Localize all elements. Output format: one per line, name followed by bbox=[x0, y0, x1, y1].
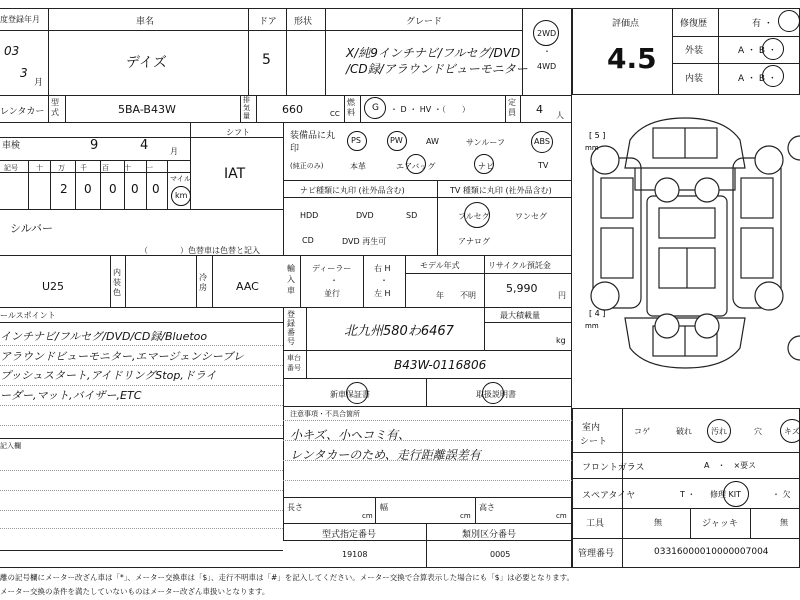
jack-label: ジャッキ bbox=[702, 519, 738, 529]
kg-unit: kg bbox=[556, 336, 566, 345]
footer-line1: 離の記号欄にメーター改ざん車は「*」、メーター交換車は「$」、走行不明車は「#」を記入してください。メーター交換で合算表示した場合にも「$」は必要となります。 bbox=[0, 573, 574, 582]
type-no-label: 型式指定番号 bbox=[322, 530, 377, 540]
spare-none: ・ 欠 bbox=[772, 490, 791, 499]
tools-value: 無 bbox=[654, 518, 662, 527]
car-diagram bbox=[575, 98, 800, 408]
interior-b-circle bbox=[762, 65, 784, 87]
tv-fullseg: フルセグ bbox=[458, 212, 490, 221]
manual: 取扱説明書 bbox=[476, 390, 516, 399]
import-parallel: 並行 bbox=[324, 289, 340, 298]
inspection-year: 9 bbox=[90, 138, 99, 153]
car-name: デイズ bbox=[126, 55, 167, 71]
tv-analog: アナログ bbox=[458, 237, 490, 246]
manage-label: 管理番号 bbox=[578, 549, 615, 559]
trim-label: 内装色 bbox=[113, 268, 121, 297]
doors: 5 bbox=[262, 52, 271, 68]
tv-oneseg: ワンセグ bbox=[515, 212, 547, 221]
car-name-label: 車名 bbox=[136, 17, 155, 27]
mileage-digit: 2 bbox=[60, 182, 68, 196]
capacity-unit: 人 bbox=[556, 111, 564, 120]
max-load-label: 最大積載量 bbox=[500, 311, 540, 320]
recycle-label: リサイクル預託金 bbox=[488, 261, 551, 270]
seat-label1: 室内 bbox=[582, 423, 601, 433]
navi-types-label: ナビ種類に丸印 (社外品含む) bbox=[300, 186, 405, 195]
seat-yogore: 汚れ bbox=[711, 427, 727, 436]
rating-score: 4.5 bbox=[607, 42, 657, 75]
abs: ABS bbox=[534, 137, 550, 146]
height-label: 高さ bbox=[479, 503, 495, 512]
dia-5: [ 5 ] bbox=[589, 131, 606, 140]
record-label: 記号 bbox=[4, 164, 18, 172]
footer-line2: メーター交換の条件を満たしていないものはメーター改ざん車扱いとなります。 bbox=[0, 587, 270, 596]
capacity: 4 bbox=[536, 103, 543, 116]
import-right: 右 H bbox=[374, 264, 391, 273]
color-code: U25 bbox=[42, 280, 65, 293]
tv: TV bbox=[538, 161, 549, 170]
width-unit: cm bbox=[460, 512, 471, 520]
ac-value: AAC bbox=[236, 280, 259, 293]
recycle-value: 5,990 bbox=[506, 282, 538, 295]
type-no: 19108 bbox=[342, 550, 368, 559]
width-label: 幅 bbox=[380, 503, 388, 512]
caution-line1: 小キズ、小ヘコミ有、 bbox=[290, 428, 411, 442]
notes-label: 記入欄 bbox=[0, 442, 21, 450]
sales-line: アラウンドビューモニター,エマージェンシーブレ bbox=[0, 350, 244, 363]
rating-label: 評価点 bbox=[612, 19, 640, 29]
shape-label: 形状 bbox=[294, 17, 313, 27]
cc-unit: CC bbox=[330, 110, 340, 118]
seat-kizu: キズ bbox=[784, 427, 800, 436]
fuel-options: ・ D ・ HV ・（ ） bbox=[390, 105, 470, 114]
length-label: 長さ bbox=[287, 503, 303, 512]
reg-day: 3 bbox=[20, 66, 28, 80]
aw: AW bbox=[426, 137, 439, 146]
seat-koge: コゲ bbox=[634, 427, 650, 436]
class-no-label: 類別区分番号 bbox=[462, 530, 517, 540]
seat-label2: シート bbox=[580, 437, 608, 447]
reg-month: 03 bbox=[4, 44, 20, 58]
import-dealer: ディーラー bbox=[312, 264, 352, 273]
navi-dvd-play: DVD 再生可 bbox=[342, 237, 387, 246]
ps: PS bbox=[351, 136, 361, 145]
navi: ナビ bbox=[478, 162, 494, 171]
rental-label: レンタカー bbox=[0, 107, 45, 117]
drive-4wd: 4WD bbox=[537, 62, 557, 71]
equipment-sublabel: (純正のみ) bbox=[290, 162, 324, 170]
height-unit: cm bbox=[556, 512, 567, 520]
mileage-digit: 0 bbox=[84, 182, 92, 196]
capacity-label: 定員 bbox=[508, 98, 516, 117]
grade-line2: /CD録/アラウンドビューモニター bbox=[346, 62, 528, 76]
reg-day-unit: 月 bbox=[34, 78, 44, 88]
inspection-month-unit: 月 bbox=[170, 147, 178, 156]
sales-line: プッシュスタート,アイドリングStop,ドライ bbox=[0, 369, 217, 382]
repair-value: 有 ・ bbox=[752, 19, 773, 29]
pw: PW bbox=[390, 136, 403, 145]
drive-2wd: 2WD bbox=[537, 29, 557, 38]
import-label: 輸入車 bbox=[287, 264, 295, 295]
reg-year-label: 度登録年月 bbox=[0, 15, 40, 24]
import-left: 左 H bbox=[374, 289, 391, 298]
sales-line: インチナビ/フルセグ/DVD/CD録/Bluetoo bbox=[0, 330, 208, 343]
chassis-number: B43W-0116806 bbox=[394, 358, 487, 372]
plate-label: 登録番号 bbox=[287, 310, 295, 346]
grade-label: グレード bbox=[406, 17, 443, 27]
displacement: 660 bbox=[282, 103, 303, 116]
caution-label: 注意事項・不具合箇所 bbox=[290, 410, 360, 418]
doors-label: ドア bbox=[259, 17, 277, 27]
sunroof: サンルーフ bbox=[466, 138, 505, 147]
interior-grades: A ・ B ・ bbox=[738, 74, 777, 84]
model-label: 型式 bbox=[51, 98, 59, 117]
interior-label: 内装 bbox=[685, 74, 704, 84]
navi-dvd: DVD bbox=[356, 211, 374, 220]
plate-number: 北九州580わ6467 bbox=[344, 324, 454, 339]
color-name: シルバー bbox=[10, 222, 53, 235]
length-unit: cm bbox=[362, 512, 373, 520]
drive-dot: ・ bbox=[543, 47, 551, 56]
inspection-month: 4 bbox=[140, 138, 149, 153]
repair-none-circle bbox=[778, 10, 800, 32]
model-year-label: モデル年式 bbox=[420, 261, 460, 270]
model-year-unit: 年 bbox=[436, 291, 444, 300]
fuel-g: G bbox=[372, 103, 379, 113]
spare-label: スペアタイヤ bbox=[582, 491, 636, 501]
fuel-label: 燃料 bbox=[347, 98, 355, 117]
exterior-b-circle bbox=[762, 38, 784, 60]
mile-label: マイル bbox=[170, 175, 191, 183]
exterior-grades: A ・ B ・ bbox=[738, 46, 777, 56]
seat-ana: 穴 bbox=[754, 427, 762, 436]
repair-label: 修復歴 bbox=[680, 19, 708, 29]
airbag: エアバッグ bbox=[396, 162, 436, 171]
caution-line2: レンタカーのため、走行距離誤差有 bbox=[290, 448, 481, 462]
sales-points-label: ールスポイント bbox=[0, 311, 56, 320]
displacement-label: 排気量 bbox=[243, 96, 250, 120]
yen-unit: 円 bbox=[558, 291, 566, 300]
mileage-digit: 0 bbox=[109, 182, 117, 196]
chassis-label: 車台番号 bbox=[287, 354, 301, 372]
sales-line: ーダー,マット,バイザー,ETC bbox=[0, 389, 142, 402]
color-note: （ ）色替車は色替と記入 bbox=[140, 246, 260, 255]
model-code: 5BA-B43W bbox=[118, 103, 176, 116]
navi-sd: SD bbox=[406, 211, 418, 220]
tools-label: 工具 bbox=[586, 519, 605, 529]
digit-labels: 十 万 千 百 十 一 bbox=[36, 164, 157, 172]
ac-label: 冷房 bbox=[199, 273, 207, 292]
dia-4: [ 4 ] bbox=[589, 309, 606, 318]
model-year-value: 不明 bbox=[460, 291, 476, 300]
tv-types-label: TV 種類に丸印 (社外品含む) bbox=[450, 186, 552, 195]
import-dot2: ・ bbox=[380, 276, 388, 285]
grade-line1: X/純9インチナビ/フルセグ/DVD bbox=[346, 46, 521, 60]
mileage-digit: 0 bbox=[152, 182, 160, 196]
km-unit: km bbox=[175, 191, 188, 200]
manage-number: 03316000010000007004 bbox=[654, 547, 769, 557]
jack-value: 無 bbox=[780, 518, 788, 527]
dia-mm-bottom: mm bbox=[585, 322, 599, 330]
shift: IAT bbox=[224, 166, 246, 182]
mileage-digit: 0 bbox=[131, 182, 139, 196]
spare-t: T ・ bbox=[680, 490, 696, 499]
import-dot: ・ bbox=[330, 276, 338, 285]
seat-yabure: 破れ bbox=[676, 427, 692, 436]
navi-hdd: HDD bbox=[300, 211, 319, 220]
exterior-label: 外装 bbox=[685, 46, 704, 56]
shift-label: シフト bbox=[226, 128, 250, 137]
class-no: 0005 bbox=[490, 550, 511, 559]
new-warranty: 新車保証書 bbox=[330, 390, 370, 399]
dia-mm-top: mm bbox=[585, 144, 599, 152]
glass-label: フロントガラス bbox=[582, 463, 645, 473]
equipment-label: 装備品に丸印 bbox=[290, 131, 336, 154]
inspection-label: 車検 bbox=[2, 141, 21, 151]
leather: 本革 bbox=[350, 162, 366, 171]
navi-cd: CD bbox=[302, 236, 314, 245]
glass-value: A ・ ×要ス bbox=[704, 461, 757, 470]
spare-kit: 修理 KIT bbox=[710, 490, 742, 499]
